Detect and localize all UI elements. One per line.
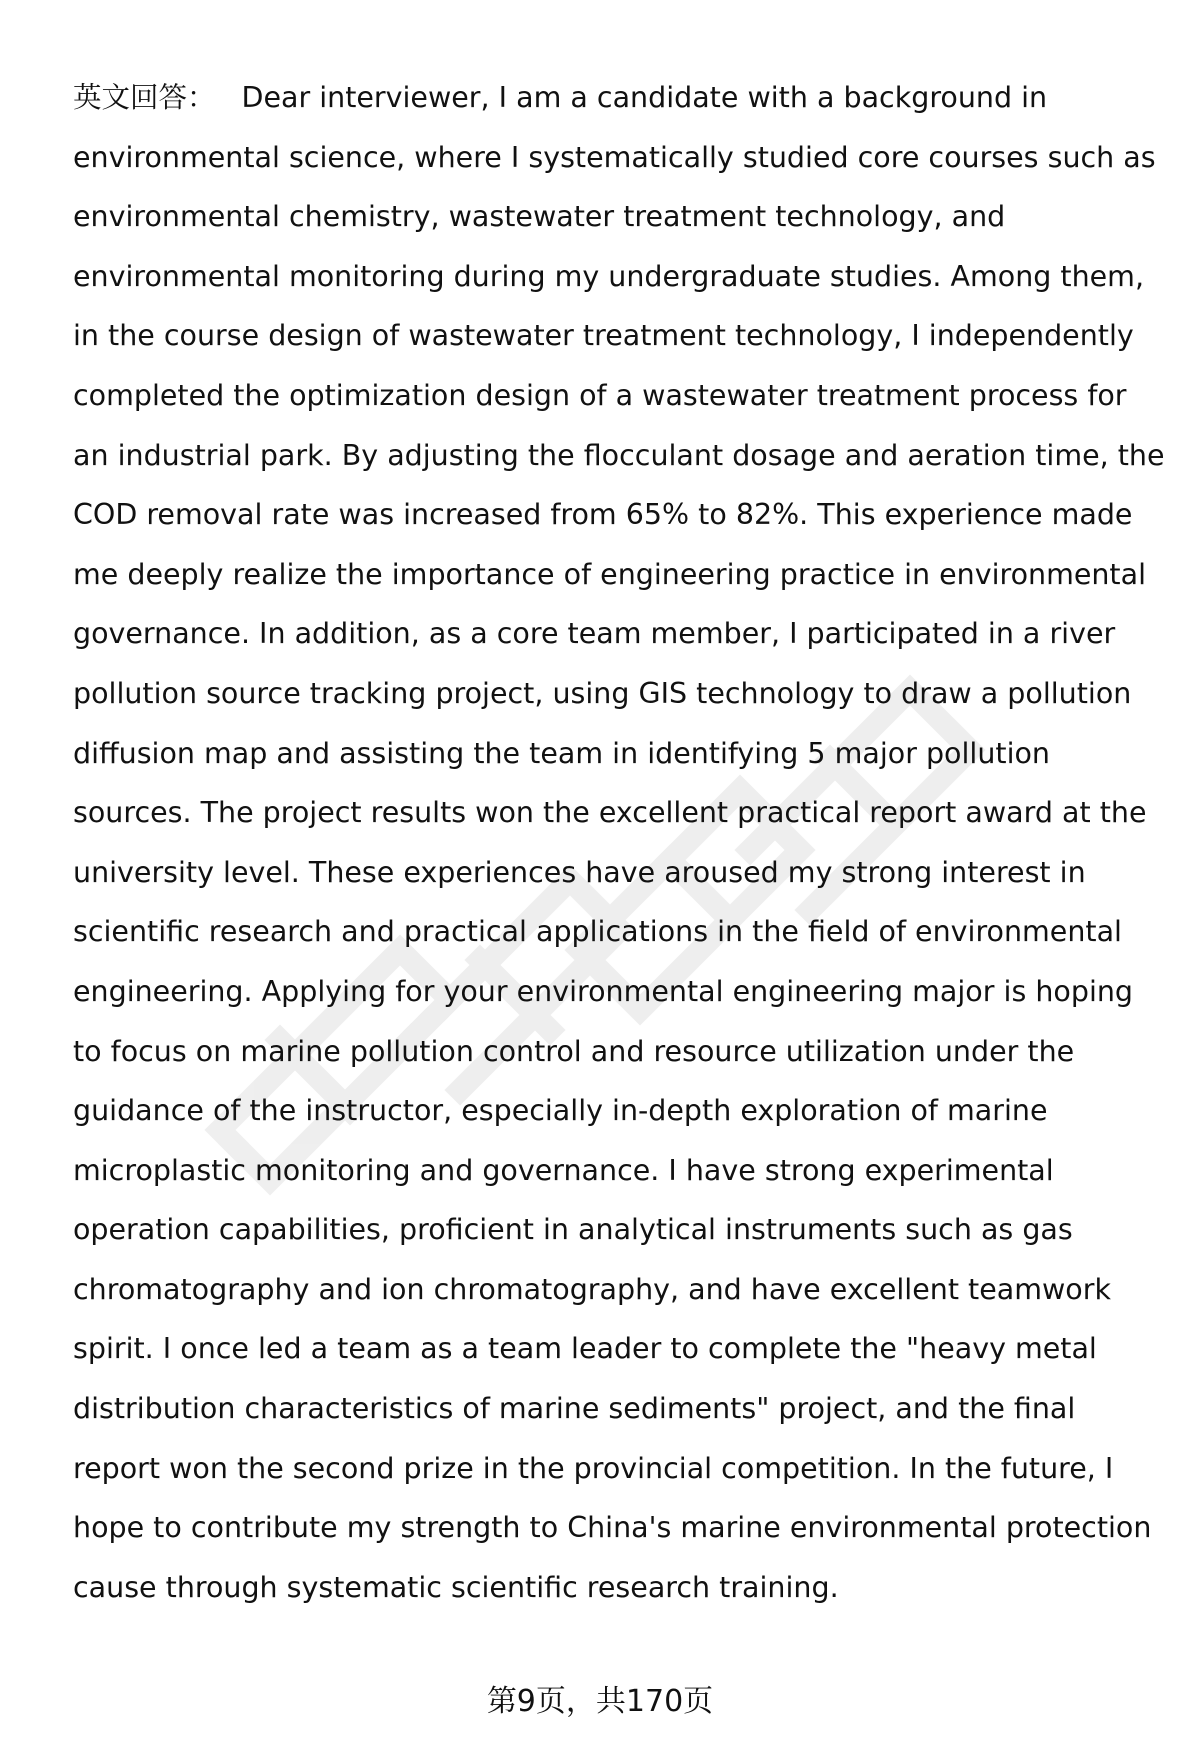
text-line: COD removal rate was increased from 65% to 82%. This experience made <box>73 498 1133 532</box>
text-line: in the course design of wastewater treatment technology, I independently <box>73 319 1134 353</box>
text-line: spirit. I once led a team as a team leader to complete the "heavy metal <box>73 1332 1097 1366</box>
text-line: pollution source tracking project, using GIS technology to draw a pollution <box>73 676 1132 710</box>
text-line: engineering. Applying for your environmental engineering major is hoping <box>73 974 1134 1008</box>
text-line: cause through systematic scientific research training. <box>73 1570 839 1604</box>
text-line: 英文回答： Dear interviewer, I am a candidate with a background in <box>73 81 1048 114</box>
text-line: sources. The project results won the excellent practical report award at the <box>73 796 1147 830</box>
text-line: distribution characteristics of marine sediments" project, and the final <box>73 1392 1076 1426</box>
text-line: scientific research and practical applications in the field of environmental <box>73 915 1122 949</box>
text-line: chromatography and ion chromatography, and have excellent teamwork <box>73 1272 1111 1306</box>
text-line: to focus on marine pollution control and resource utilization under the <box>73 1034 1075 1068</box>
text-line: an industrial park. By adjusting the flocculant dosage and aeration time, the <box>73 438 1165 472</box>
text-line: university level. These experiences have aroused my strong interest in <box>73 855 1086 889</box>
text-line: guidance of the instructor, especially in-depth exploration of marine <box>73 1094 1048 1128</box>
answer-prefix: 英文回答： <box>73 81 216 114</box>
page-number-footer: 第9页，共170页 <box>486 1684 714 1719</box>
text-line: microplastic monitoring and governance. I have strong experimental <box>73 1153 1054 1187</box>
text-line: completed the optimization design of a wastewater treatment process for <box>73 378 1127 412</box>
text-line: governance. In addition, as a core team member, I participated in a river <box>73 617 1116 651</box>
answer-paragraph <box>73 68 1165 1617</box>
text-line: environmental science, where I systematically studied core courses such as <box>73 140 1156 174</box>
text-line: environmental monitoring during my undergraduate studies. Among them, <box>73 259 1145 293</box>
text-line: me deeply realize the importance of engineering practice in environmental <box>73 557 1146 591</box>
text-line: report won the second prize in the provincial competition. In the future, I <box>73 1451 1114 1485</box>
text-line: operation capabilities, proficient in analytical instruments such as gas <box>73 1213 1073 1247</box>
text-line: diffusion map and assisting the team in identifying 5 major pollution <box>73 736 1050 770</box>
text-line: hope to contribute my strength to China's marine environmental protection <box>73 1511 1152 1545</box>
text-line: environmental chemistry, wastewater treatment technology, and <box>73 200 1006 234</box>
